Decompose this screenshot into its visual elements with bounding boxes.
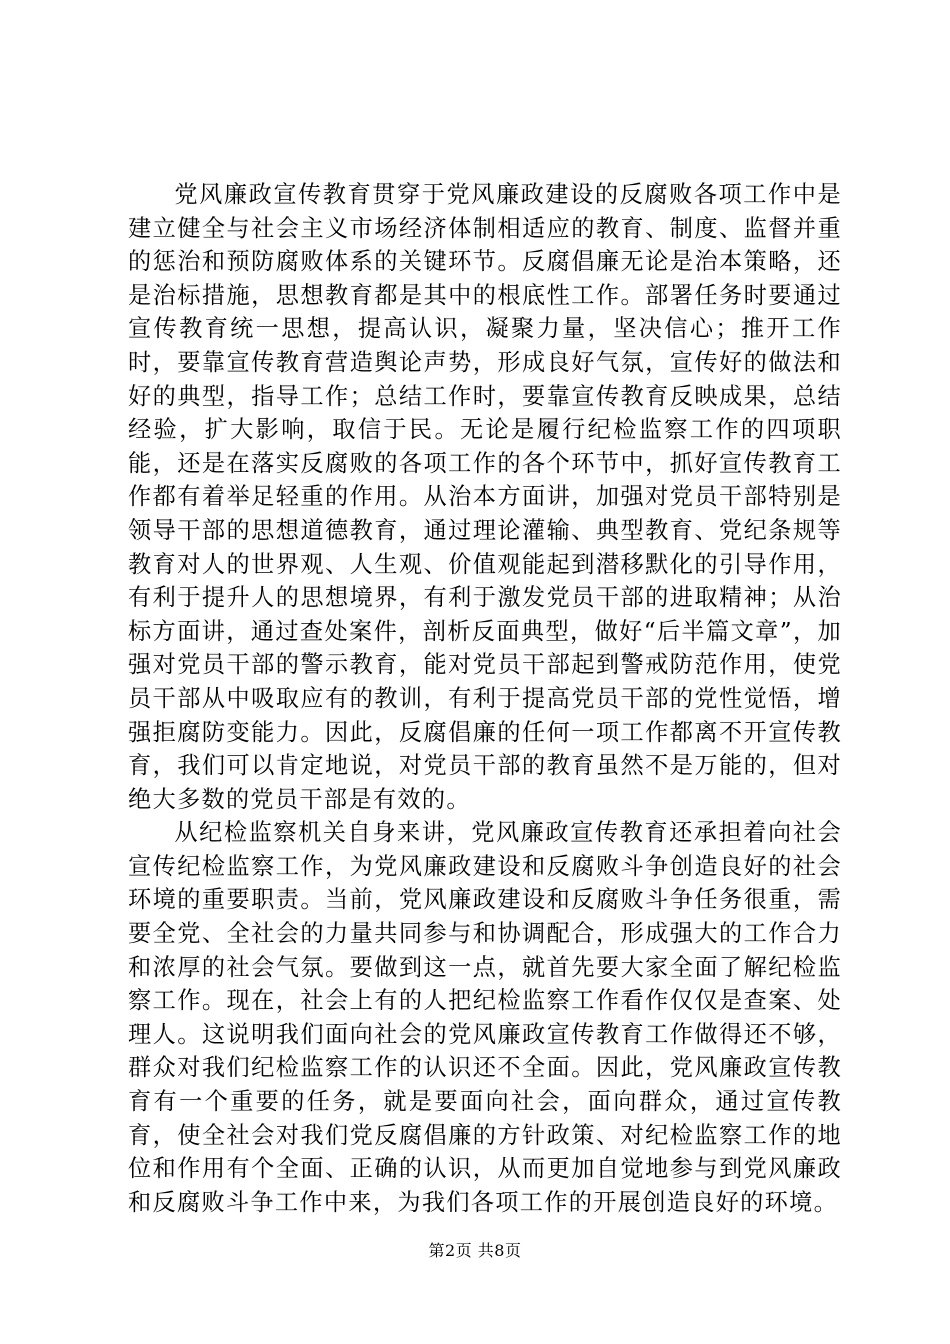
paragraph-2: 从纪检监察机关自身来讲，党风廉政宣传教育还承担着向社会宣传纪检监察工作，为党风廉政建设和反腐败斗争创造良好的社会环境的重要职责。当前，党风廉政建设和反腐败斗争任务很重，需要全党、全社会的力量共同参与和协调配合，形成强大的工作合力和浓厚的社会气氛。要做到这一点，就首先要大家全面了解纪检监察工作。现在，社会上有的人把纪检监察工作看作仅仅是查案、处理人。这说明我们面向社会的党风廉政宣传教育工作做得还不够，群众对我们纪检监察工作的认识还不全面。因此，党风廉政宣传教育有一个重要的任务，就是要面向社会，面向群众，通过宣传教育，使全社会对我们党反腐倡廉的方针政策、对纪检监察工作的地位和作用有个全面、正确的认识，从而更加自觉地参与到党风廉政和反腐败斗争工作中来，为我们各项工作的开展创造良好的环境。 xyxy=(128,819,842,1216)
body-text xyxy=(128,178,842,1219)
paragraph-1: 党风廉政宣传教育贯穿于党风廉政建设的反腐败各项工作中是建立健全与社会主义市场经济体制相适应的教育、制度、监督并重的惩治和预防腐败体系的关键环节。反腐倡廉无论是治本策略，还是治标措施，思想教育都是其中的根底性工作。部署任务时要通过宣传教育统一思想，提高认识，凝聚力量，坚决信心；推开工作时，要靠宣传教育营造舆论声势，形成良好气氛，宣传好的做法和好的典型，指导工作；总结工作时，要靠宣传教育反映成果，总结经验，扩大影响，取信于民。无论是履行纪检监察工作的四项职能，还是在落实反腐败的各项工作的各个环节中，抓好宣传教育工作都有着举足轻重的作用。从治本方面讲，加强对党员干部特别是领导干部的思想道德教育，通过理论灌输、典型教育、党纪条规等教育对人的世界观、人生观、价值观能起到潜移默化的引导作用，有利于提升人的思想境界，有利于激发党员干部的进取精神；从治标方面讲，通过查处案件，剖析反面典型，做好“后半篇文章”，加强对党员干部的警示教育，能对党员干部起到警戒防范作用，使党员干部从中吸取应有的教训，有利于提高党员干部的党性觉悟，增强拒腐防变能力。因此，反腐倡廉的任何一项工作都离不开宣传教育，我们可以肯定地说，对党员干部的教育虽然不是万能的，但对绝大多数的党员干部是有效的。 xyxy=(128,181,842,813)
page-footer: 第2页 共8页 xyxy=(428,1241,522,1260)
